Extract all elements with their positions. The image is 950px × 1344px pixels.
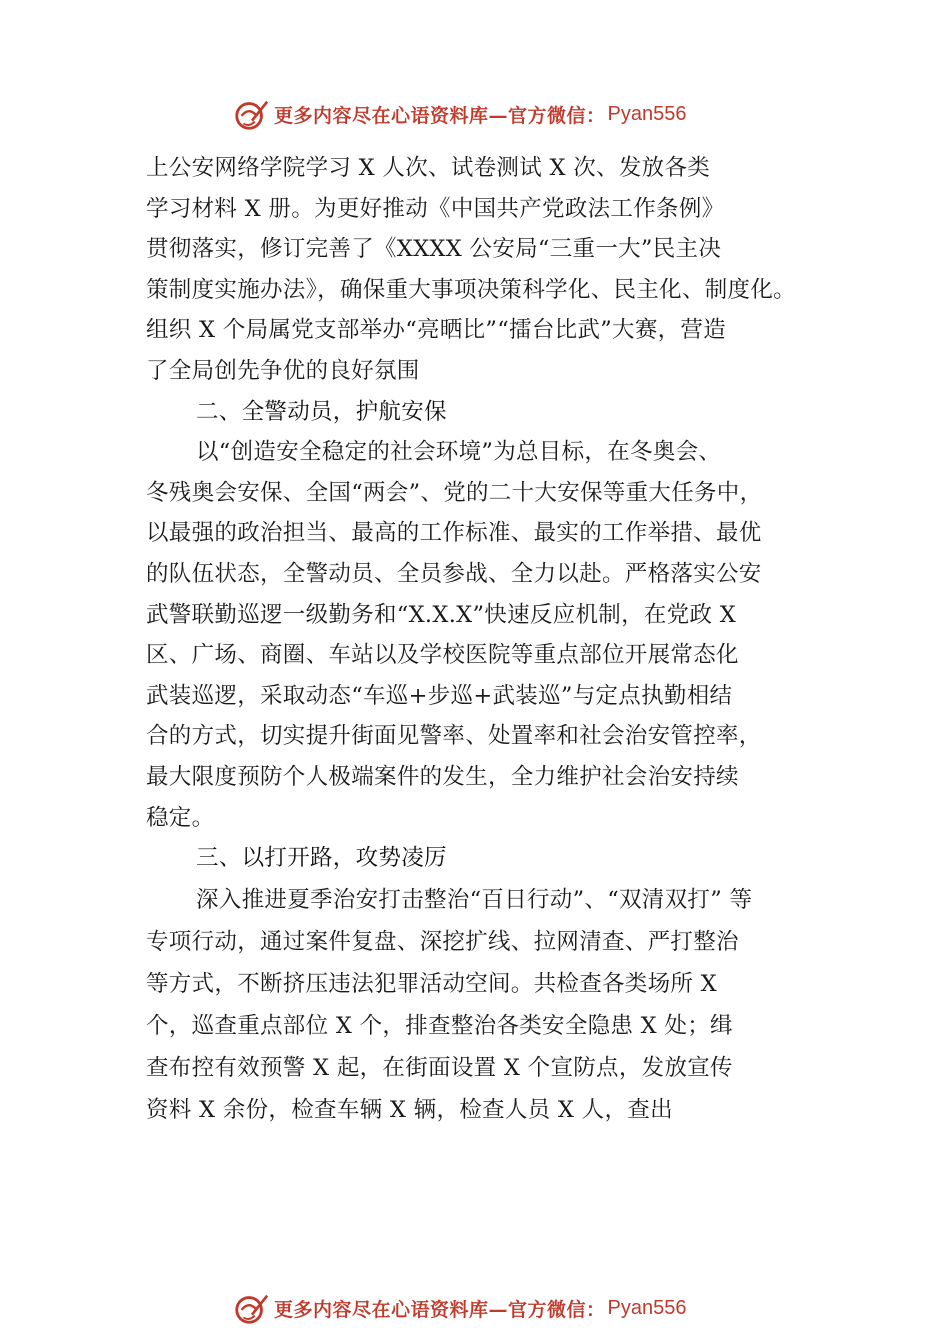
text-line: 的队伍状态，全警动员、全员参战、全力以赴。严格落实公安 bbox=[146, 560, 762, 587]
text-line: 查布控有效预警 X 起，在街面设置 X 个宣防点，发放宣传 bbox=[146, 1054, 733, 1081]
text-line: 稳定。 bbox=[146, 804, 215, 831]
text-line: 最大限度预防个人极端案件的发生，全力维护社会治安持续 bbox=[146, 763, 739, 790]
text-line: 资料 X 余份，检查车辆 X 辆，检查人员 X 人，查出 bbox=[146, 1096, 673, 1123]
text-line: 以最强的政治担当、最高的工作标准、最实的工作举措、最优 bbox=[146, 520, 762, 547]
section-heading: 三、以打开路，攻势凌厉 bbox=[196, 845, 447, 872]
text-line: 武警联勤巡逻一级勤务和“X.X.X”快速反应机制，在党政 X bbox=[146, 601, 737, 628]
text-line: 组织 X 个局属党支部举办“亮晒比”“擂台比武”大赛，营造 bbox=[146, 317, 727, 344]
text-line: 了全局创先争优的良好氛围 bbox=[146, 357, 420, 384]
text-line: 区、广场、商圈、车站以及学校医院等重点部位开展常态化 bbox=[146, 642, 739, 669]
text-line: 以“创造安全稳定的社会环境”为总目标，在冬奥会、 bbox=[196, 439, 722, 466]
pen-logo-icon bbox=[232, 95, 270, 133]
banner-text: 更多内容尽在心语资料库—官方微信： bbox=[274, 1298, 606, 1321]
text-line: 贯彻落实，修订完善了《XXXX 公安局“三重一大”民主决 bbox=[146, 236, 722, 263]
footer-banner bbox=[232, 1288, 752, 1328]
header-banner bbox=[232, 94, 752, 134]
banner-wechat-id: Pyan556 bbox=[607, 1296, 687, 1319]
text-line: 等方式，不断挤压违法犯罪活动空间。共检查各类场所 X bbox=[146, 970, 717, 997]
banner-wechat-id: Pyan556 bbox=[607, 102, 687, 125]
text-line: 学习材料 X 册。为更好推动《中国共产党政法工作条例》 bbox=[146, 195, 725, 222]
banner-text: 更多内容尽在心语资料库—官方微信： bbox=[274, 104, 606, 127]
text-line: 合的方式，切实提升街面见警率、处置率和社会治安管控率， bbox=[146, 723, 762, 750]
text-line: 上公安网络学院学习 X 人次、试卷测试 X 次、发放各类 bbox=[146, 155, 711, 181]
text-line: 专项行动，通过案件复盘、深挖扩线、拉网清查、严打整治 bbox=[146, 928, 739, 955]
section-heading: 二、全警动员，护航安保 bbox=[196, 398, 447, 425]
text-line: 冬残奥会安保、全国“两会”、党的二十大安保等重大任务中， bbox=[146, 479, 763, 506]
pen-logo-icon bbox=[232, 1289, 270, 1327]
text-line: 策制度实施办法》，确保重大事项决策科学化、民主化、制度化。 bbox=[146, 276, 796, 303]
text-line: 武装巡逻，采取动态“车巡+步巡+武装巡”与定点执勤相结 bbox=[146, 682, 733, 709]
text-line: 深入推进夏季治安打击整治“百日行动”、“双清双打” 等 bbox=[196, 886, 753, 913]
document-body bbox=[146, 148, 846, 1131]
text-line: 个，巡查重点部位 X 个，排查整治各类安全隐患 X 处；缉 bbox=[146, 1012, 733, 1039]
